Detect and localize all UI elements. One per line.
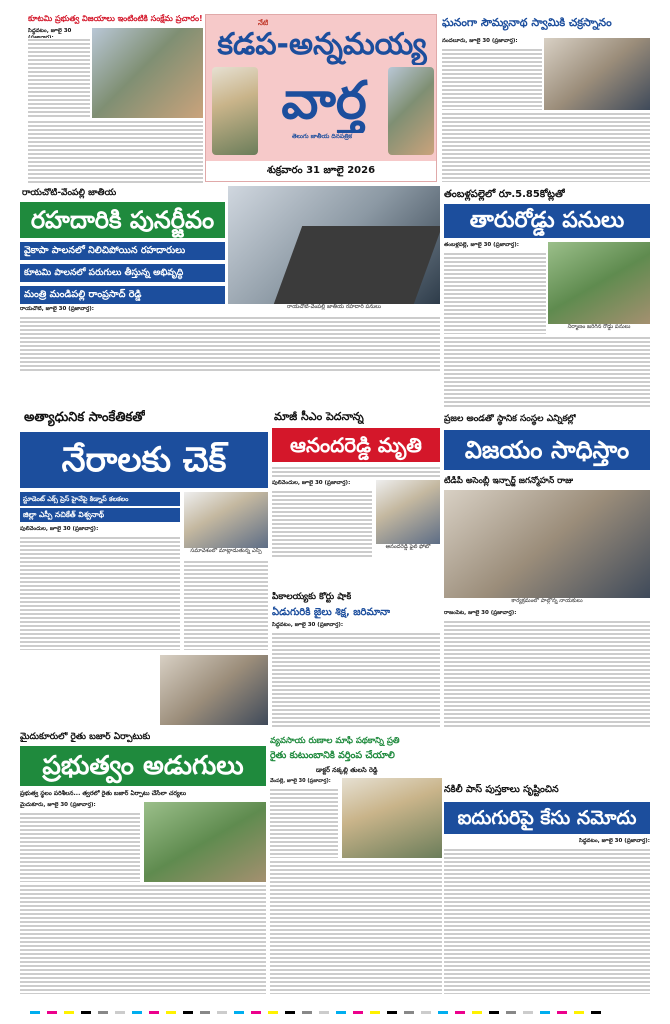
story-victory-dateline: రాజంపేట, జూలై 30 (ప్రజావార్త): — [444, 610, 517, 616]
story-loan-body-2 — [270, 860, 442, 994]
story-court-kicker: పీకాలయ్యకు కోర్టు షాక్ — [272, 592, 352, 602]
story-tarroad-photo-caption: నిర్మాణం జరిగిన రోడ్డు పనులు — [548, 324, 650, 334]
story-crime-photo — [184, 492, 268, 548]
story-top-right-photo — [544, 38, 650, 110]
story-anand-photo — [376, 480, 440, 544]
story-top-right-headline: ఘనంగా సౌమ్యనాథ స్వామికి చక్రస్నానం — [442, 16, 612, 29]
story-victory — [444, 414, 650, 728]
story-market — [20, 732, 266, 994]
story-loan-kicker: వ్యవసాయ రుణాల మాఫీ పథకాన్ని ప్రతి — [270, 736, 400, 746]
story-top-right-body-2 — [442, 112, 650, 182]
story-market-headline: ప్రభుత్వం అడుగులు — [20, 746, 266, 786]
story-fake-dateline: సిద్ధవటం, జూలై 30 (ప్రజావార్త): — [578, 838, 650, 844]
story-road-kicker: రాయచోటి-వేంపల్లి జాతీయ — [22, 188, 117, 198]
story-crime-sub2: జిల్లా ఎస్పీ నచికేత్ విశ్వనాథ్ — [20, 508, 180, 522]
story-top-left-body — [28, 38, 90, 118]
masthead-small-tag: నేటి — [258, 19, 269, 27]
office-photo — [160, 655, 268, 725]
story-loan-sub: డాక్టర్ నక్కల్లి తులసి రెడ్డి — [316, 766, 378, 774]
story-anand-dateline: పులివెందుల, జూలై 30 (ప్రజావార్త): — [272, 480, 351, 486]
story-anand-lede — [272, 466, 440, 478]
story-tarroad-body — [444, 252, 546, 334]
story-fake-kicker: నకిలీ పాస్ పుస్తకాలు సృష్టించిన — [444, 784, 559, 795]
story-road-sub1: వైకాపా పాలనలో నిలిచిపోయిన రహదారులు — [20, 242, 225, 260]
story-top-left-photo — [92, 28, 203, 118]
story-tarroad-body-2 — [444, 336, 650, 408]
story-victory-kicker: ప్రజల అండతో స్థానిక సంస్థల ఎన్నికల్లో — [444, 414, 577, 424]
story-anand-kicker: మాజీ సీఎం పెదనాన్న — [274, 410, 364, 423]
registration-strip — [30, 1004, 640, 1014]
story-loan-photo — [342, 778, 442, 858]
story-court-headline: ఏడుగురికి జైలు శిక్ష, జరిమానా — [272, 607, 391, 618]
story-market-body-2 — [20, 884, 266, 994]
story-victory-sub: టీడీపీ అసెంబ్లీ ఇన్చార్జ్ జగన్మోహన్ రాజు — [444, 476, 574, 486]
story-top-left-dateline: సిద్ధవటం, జూలై 30 — [28, 28, 72, 34]
story-top-right — [442, 14, 650, 182]
story-fake-body — [444, 848, 650, 994]
story-loan-headline: రైతు కుటుంబానికి వర్తింప చేయాలి — [270, 750, 395, 761]
story-anand-headline: ఆనందరెడ్డి మృతి — [272, 428, 440, 462]
masthead — [205, 14, 437, 182]
story-victory-photo-caption: కార్యక్రమంలో పాల్గొన్న నాయకులు — [444, 598, 650, 608]
story-loan — [270, 736, 442, 994]
story-crime-body-2 — [184, 560, 268, 650]
story-tarroad-headline: తారురోడ్డు పనులు — [444, 204, 650, 238]
story-anand-photo-caption: ఆనందరెడ్డి ఫైల్ ఫోటో — [376, 544, 440, 558]
story-victory-body — [444, 620, 650, 728]
story-market-sub: ప్రభుత్వ స్థలం పరిశీలన... త్వరలో రైతు బజార్ ఏర్పాటు చేసేలా చర్యలు — [20, 790, 187, 797]
story-crime-headline: నేరాలకు చెక్ — [20, 432, 268, 488]
story-fake — [444, 784, 650, 994]
story-top-left-body-2 — [28, 120, 203, 184]
story-crime-body — [20, 536, 180, 650]
masthead-tagline: తెలుగు జాతీయ దినపత్రిక — [292, 133, 352, 140]
story-market-kicker: మైదుకూరులో రైతు బజార్ ఏర్పాటుకు — [20, 732, 151, 742]
story-loan-dateline: వేంపల్లె, జూలై 30 (ప్రజావార్త): — [270, 778, 331, 784]
story-crime-kicker: అత్యాధునిక సాంకేతికతో — [24, 410, 145, 425]
story-road-sub3: మంత్రి మండిపల్లి రాంప్రసాద్ రెడ్డి — [20, 286, 225, 304]
story-road-dateline: రాయచోటి, జూలై 30 (ప్రజావార్త): — [20, 306, 94, 312]
story-anand — [272, 410, 440, 588]
issue-date: శుక్రవారం 31 జూలై 2026 — [266, 165, 376, 176]
story-tarroad-kicker: తంబళ్లపల్లెలో రూ.5.85కోట్లతో — [444, 189, 565, 200]
story-victory-headline: విజయం సాధిస్తాం — [444, 430, 650, 470]
story-road-sub2: కూటమి పాలనలో పరుగులు తీస్తున్న అభివృద్ధి — [20, 264, 225, 282]
story-court — [272, 592, 440, 728]
story-road-headline: రహదారికి పునర్జీవం — [20, 202, 225, 238]
story-road — [20, 186, 440, 372]
story-crime — [20, 410, 268, 650]
story-road-body — [20, 316, 440, 372]
story-loan-body — [270, 788, 338, 858]
story-top-left-headline: కూటమి ప్రభుత్వ విజయాలు ఇంటింటికి సంక్షేమ ప్రచారం! — [28, 14, 203, 23]
story-court-dateline: సిద్ధవటం, జూలై 30 (ప్రజావార్త): — [272, 622, 344, 628]
story-crime-photo-caption: సమావేశంలో మాట్లాడుతున్న ఎస్పీ — [184, 548, 268, 558]
deity-image — [212, 67, 258, 155]
story-market-body — [20, 812, 140, 882]
story-road-photo — [228, 186, 440, 304]
story-fake-headline: ఐదుగురిపై కేసు నమోదు — [444, 802, 650, 834]
masthead-wordmark: వార్త — [281, 71, 367, 131]
story-tarroad-dateline: తంబళ్లపల్లె, జూలై 30 (ప్రజావార్త): — [444, 242, 519, 248]
story-market-photo — [144, 802, 266, 882]
story-court-body — [272, 632, 440, 728]
story-top-left — [28, 14, 203, 184]
story-victory-photo — [444, 490, 650, 598]
story-market-dateline: మైదుకూరు, జూలై 30 (ప్రజావార్త): — [20, 802, 96, 808]
story-crime-sub1: స్టూడెంట్ ఎక్స్ ప్రెస్ హైవేపై కిడ్నాప్ కలకలం — [20, 492, 180, 506]
story-road-photo-caption: రాయచోటి-వేంపల్లి జాతీయ రహదారి పనులు — [228, 304, 440, 314]
deity-image-right — [388, 67, 434, 155]
story-top-right-dateline: నందలూరు, జూలై 30 (ప్రజావార్త): — [442, 38, 518, 44]
story-crime-dateline: పులివెందుల, జూలై 30 (ప్రజావార్త): — [20, 526, 99, 532]
story-top-right-body — [442, 48, 542, 110]
story-tarroad — [444, 186, 650, 408]
masthead-title: కడప-అన్నమయ్య — [217, 27, 427, 62]
story-anand-body — [272, 490, 372, 558]
story-tarroad-photo — [548, 242, 650, 324]
masthead-date — [206, 161, 436, 181]
road-shape — [274, 226, 440, 304]
